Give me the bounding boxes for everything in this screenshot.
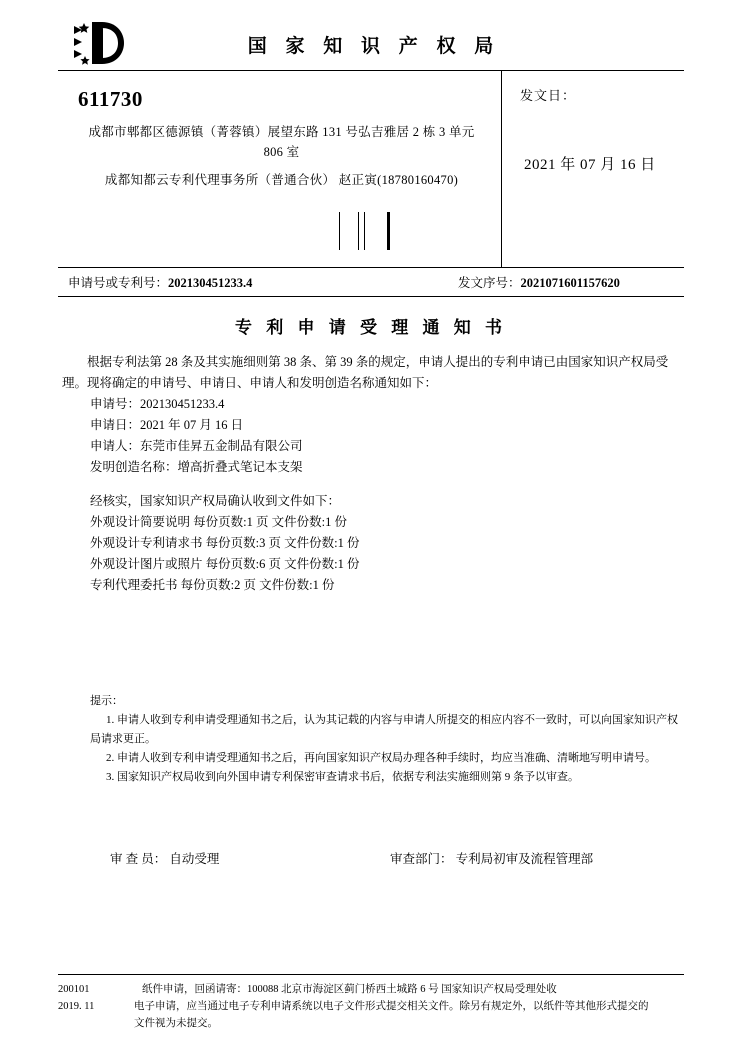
examiner-row [58, 849, 684, 867]
addressee-block [58, 71, 502, 267]
body-paragraph-1: 根据专利法第 28 条及其实施细则第 38 条、第 39 条的规定，申请人提出的专利申请已由国家知识产权局受理。现将确定的申请号、申请日、申请人和发明创造名称通知如下： [62, 355, 669, 390]
document-number-value: 2021071601157620 [520, 276, 620, 290]
address-line-2: 806 室 [263, 145, 300, 159]
note-item: 2. 申请人收到专利申请受理通知书之后，再向国家知识产权局办理各种手续时，均应当准确、清晰地写明申请号。 [106, 752, 656, 764]
send-date-block [502, 71, 684, 267]
barcode-document-number [296, 212, 478, 250]
note-item: 1. 申请人收到专利申请受理通知书之后，认为其记载的内容与申请人所提交的相应内容不一致时，可以向国家知识产权局请求更正。 [90, 714, 678, 745]
examiner-label: 审 查 员： [110, 852, 167, 866]
note-item: 3. 国家知识产权局收到向外国申请专利保密审查请求书后，依据专利法实施细则第 9 条予以审查。 [106, 771, 579, 783]
send-date-value: 2021 年 07 月 16 日 [524, 157, 656, 173]
file-item: 外观设计简要说明 每份页数:1 页 文件份数:1 份 [90, 515, 347, 529]
document-number-label: 发文序号： [458, 276, 521, 290]
postal-code: 611730 [78, 87, 143, 111]
document-title: 专 利 申 请 受 理 通 知 书 [235, 318, 507, 337]
footer-line-3: 文件视为未提交。 [134, 1018, 218, 1029]
barcode-group [70, 212, 493, 250]
send-date-label: 发文日： [520, 88, 577, 103]
application-number-value: 202130451233.4 [168, 276, 253, 290]
address-line-1: 成都市郫都区德源镇（菁蓉镇）展望东路 131 号弘吉雅居 2 栋 3 单元 [88, 125, 475, 139]
department-value: 专利局初审及流程管理部 [455, 852, 594, 866]
barcode-application-number [90, 212, 260, 250]
page-title: 国 家 知 识 产 权 局 [247, 35, 501, 57]
department-field [380, 849, 593, 867]
body-item: 申请人：东莞市佳昇五金制品有限公司 [90, 439, 303, 453]
application-number-label: 申请号或专利号： [68, 276, 169, 290]
notes-section [58, 692, 684, 787]
footer-line-1: 纸件申请，回函请寄：100088 北京市海淀区蓟门桥西土城路 6 号 国家知识产权局受理处收 [142, 984, 557, 995]
department-label: 审查部门： [390, 852, 453, 866]
body-paragraph-2: 经核实，国家知识产权局确认收到文件如下： [90, 494, 341, 508]
document-header [58, 18, 684, 71]
footer-version: 2019. 11 [58, 1001, 95, 1012]
application-number-field [58, 273, 398, 291]
footer-codes [58, 981, 134, 1032]
footer-notes [134, 981, 684, 1032]
examiner-value: 自动受理 [169, 852, 220, 866]
document-footer [58, 974, 684, 1032]
examiner-field [62, 849, 380, 867]
cnipa-emblem-icon [72, 20, 134, 66]
footer-form-code: 200101 [58, 984, 90, 995]
body-item: 申请号：202130451233.4 [90, 397, 225, 411]
body-item: 申请日：2021 年 07 月 16 日 [90, 418, 244, 432]
document-body [58, 352, 684, 596]
body-spacer [62, 478, 680, 491]
address-and-date-block [58, 71, 684, 268]
notes-title: 提示： [90, 695, 123, 707]
file-item: 外观设计图片或照片 每份页数:6 页 文件份数:1 份 [90, 557, 360, 571]
document-number-field [398, 273, 620, 291]
agent-line: 成都知都云专利代理事务所（普通合伙） 赵正寅(18780160470) [104, 173, 459, 187]
file-item: 专利代理委托书 每份页数:2 页 文件份数:1 份 [90, 578, 335, 592]
footer-line-2: 电子申请，应当通过电子专利申请系统以电子文件形式提交相关文件。除另有规定外，以纸件等其他形式提交的 [134, 1001, 649, 1012]
numbers-row [58, 268, 684, 297]
body-item: 发明创造名称：增高折叠式笔记本支架 [90, 460, 303, 474]
file-item: 外观设计专利请求书 每份页数:3 页 文件份数:1 份 [90, 536, 360, 550]
